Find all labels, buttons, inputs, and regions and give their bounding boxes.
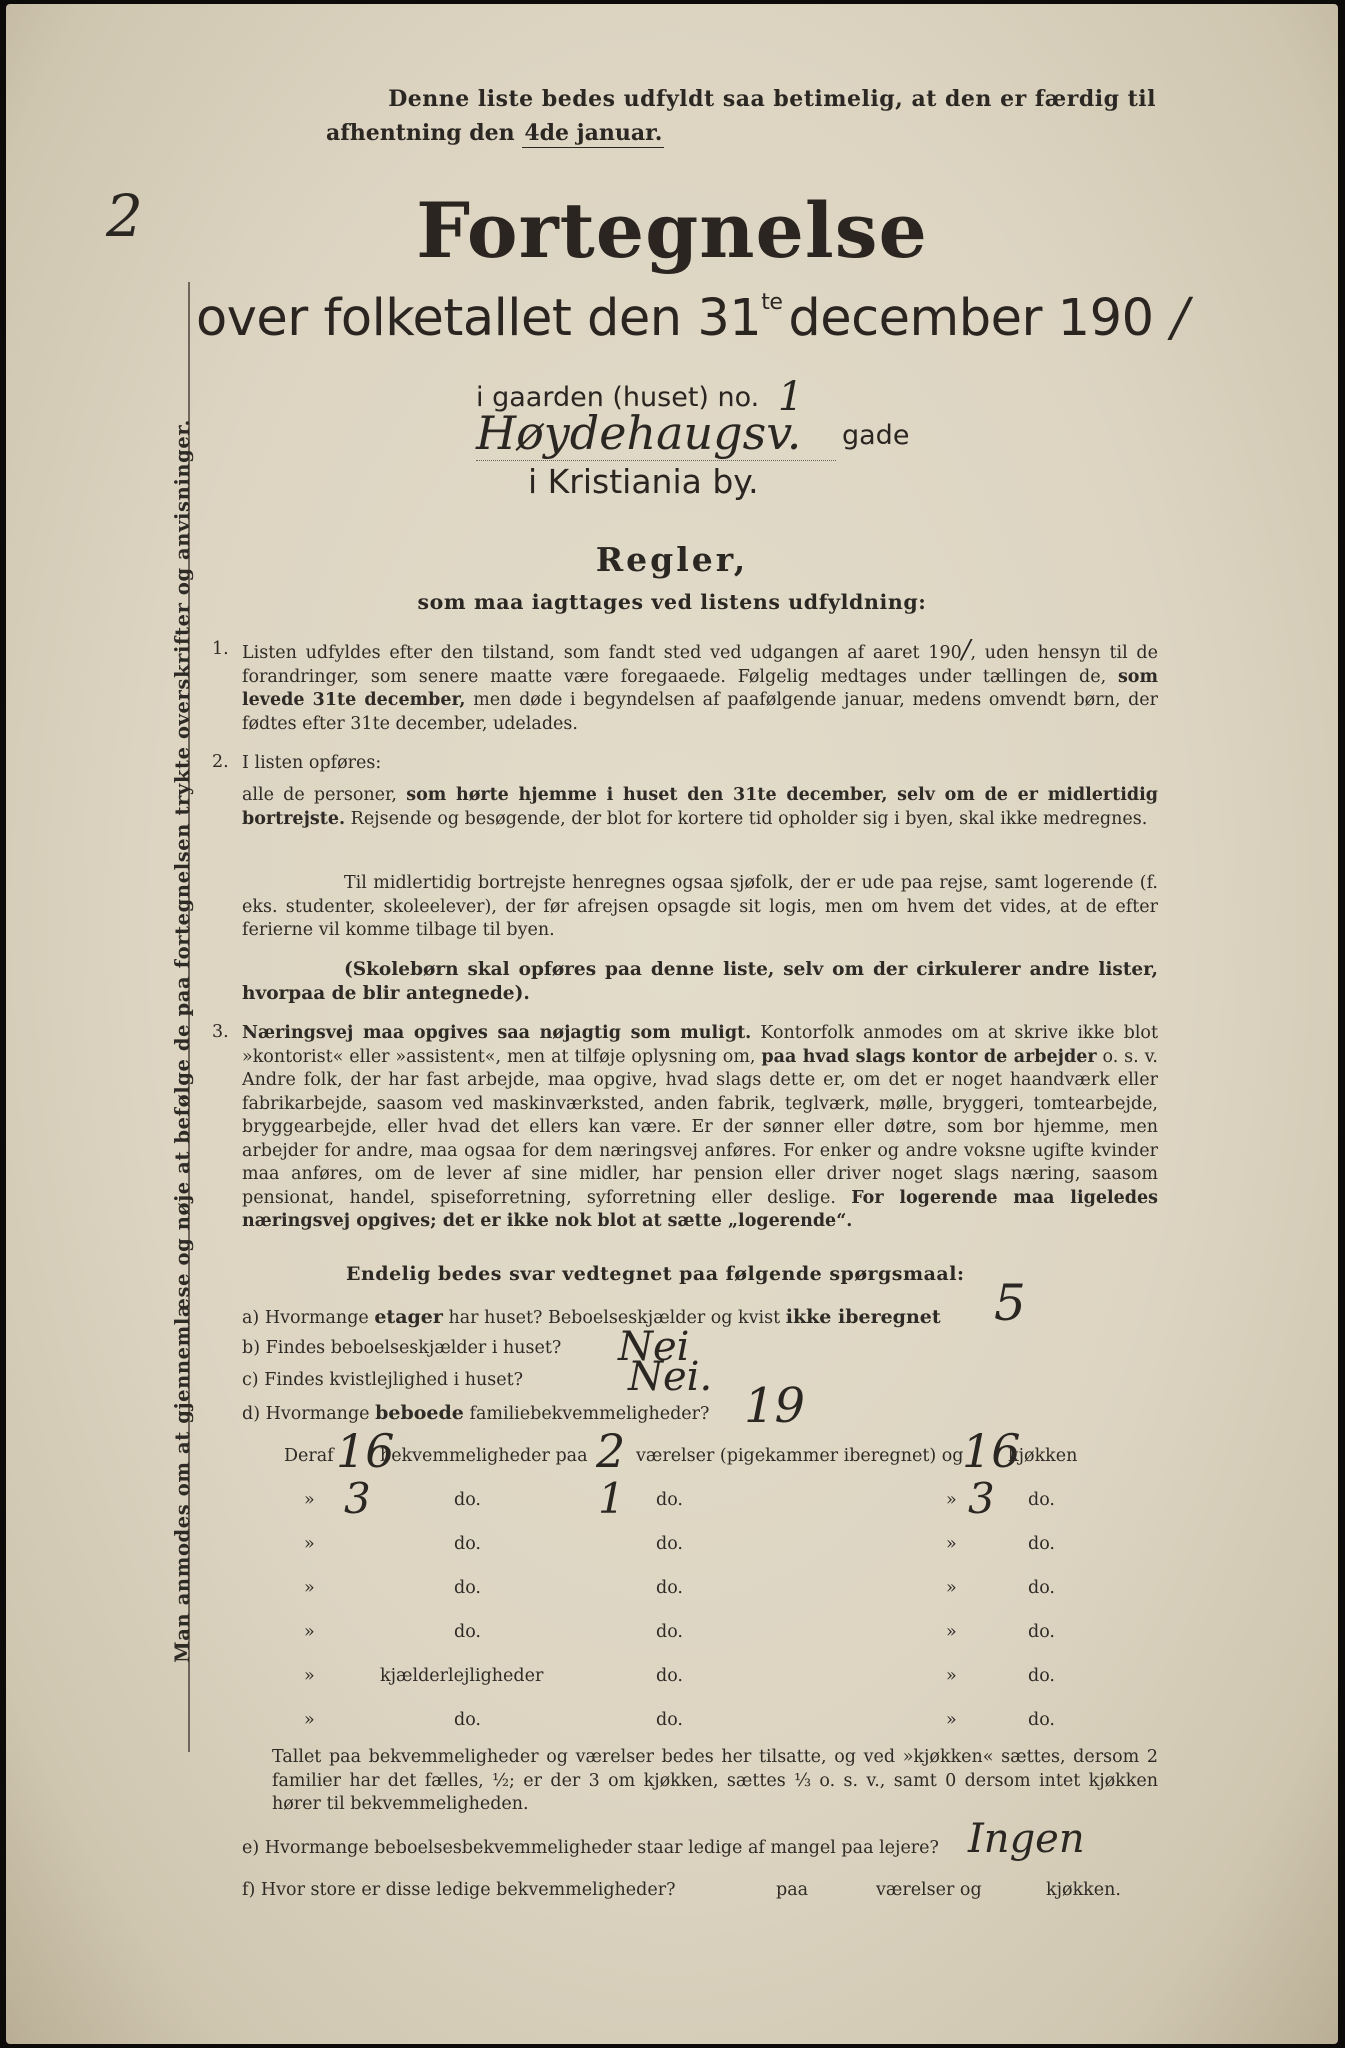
breakdown-row xyxy=(6,1710,1338,1740)
rule-2-paragraph-1 xyxy=(242,784,1158,831)
handwritten-page-number: 2 xyxy=(106,182,143,250)
rule-3-bold-2: paa hvad slags kontor de arbejder xyxy=(761,1046,1097,1067)
row-2-do-2: do. xyxy=(656,1490,683,1510)
gaarden-label: i gaarden (huset) no. xyxy=(476,382,760,413)
breakdown-row xyxy=(6,1622,1338,1652)
row-1-kjokken: kjøkken xyxy=(1008,1446,1078,1466)
row-4-quote-2: » xyxy=(946,1578,957,1598)
row-7-quote: » xyxy=(304,1710,315,1730)
question-d xyxy=(242,1402,709,1424)
row-2-rooms: 1 xyxy=(598,1474,625,1523)
answer-e: Ingen xyxy=(968,1816,1085,1862)
question-c-label: c) xyxy=(242,1370,259,1390)
row-1-bekv: bekvemmeligheder paa xyxy=(380,1446,588,1466)
row-3-do-3: do. xyxy=(1028,1534,1055,1554)
question-f-kjokken: kjøkken. xyxy=(1046,1880,1121,1900)
question-a-pre: Hvormange xyxy=(264,1308,369,1328)
row-5-do-3: do. xyxy=(1028,1622,1055,1642)
handwritten-street: Høydehaugsv. xyxy=(476,406,802,460)
subtitle-month: december 190 xyxy=(788,289,1154,348)
rule-1-year: / xyxy=(961,635,971,665)
rules-heading: Regler, xyxy=(595,540,749,579)
row-2-count: 3 xyxy=(344,1474,371,1523)
rule-3-part-a: Kontorfolk anmodes om at skrive ikke blot »kontorist« eller »assistent«, men at tilføje oplysning om, xyxy=(242,1023,1158,1067)
handwritten-house-number: 1 xyxy=(777,374,804,420)
intro-prefix: afhentning den xyxy=(326,120,515,146)
rule-1-part-c: men døde i begyndelsen af paafølgende januar, medens omvendt børn, der fødtes efter 31te december, udelades. xyxy=(242,690,1158,734)
rule-1-part-b: , uden hensyn til de forandringer, som senere maatte være foregaaede. Følgelig medtages under tællingen de, xyxy=(242,643,1158,687)
census-form-page xyxy=(6,4,1338,2044)
question-e-text: Hvormange beboelsesbekvemmeligheder staar ledige af mangel paa lejere? xyxy=(264,1838,939,1858)
row-2-do-3: do. xyxy=(1028,1490,1055,1510)
question-f-vaerelser: værelser og xyxy=(876,1880,982,1900)
row-2-quote: » xyxy=(304,1490,315,1510)
intro-line-2 xyxy=(326,116,1156,150)
question-a-label: a) xyxy=(242,1308,260,1328)
side-instruction-note: Man anmodes om at gjennemlæse og nøje at befølge de paa fortegnelsen trykte overskrifter og anvisninger. xyxy=(171,419,194,1663)
row-5-quote-2: » xyxy=(946,1622,957,1642)
tallet-note: Tallet paa bekvemmeligheder og værelser bedes her tilsatte, og ved »kjøkken« sættes, dersom 2 familier har det fælles, ½; er der 3 om kjøkken, sættes ⅓ o. s. v., samt 0 dersom intet kjøkken hører til bekvemmeligheden. xyxy=(272,1747,1158,1814)
rules-subheading: som maa iagttages ved listens udfyldning: xyxy=(417,590,927,614)
subtitle-text: over folketallet den 31 xyxy=(196,289,762,348)
row-5-do-2: do. xyxy=(656,1622,683,1642)
row-3-quote: » xyxy=(304,1534,315,1554)
form-title: Fortegnelse xyxy=(416,186,928,275)
question-d-bold: beboede xyxy=(375,1402,464,1424)
question-b xyxy=(242,1338,561,1358)
answer-b: Nei xyxy=(618,1324,690,1370)
question-a-bold: etager xyxy=(374,1306,443,1328)
question-f xyxy=(242,1880,675,1900)
rule-2-p1-a: alle de personer, xyxy=(242,785,398,805)
row-1-rooms: 2 xyxy=(596,1424,626,1478)
row-6-do-2: do. xyxy=(656,1666,683,1686)
question-e xyxy=(242,1838,939,1858)
question-a-bold-2: ikke iberegnet xyxy=(785,1306,941,1328)
rule-3-bold-3: For logerende maa ligeledes næringsvej opgives; det er ikke nok blot at sætte „logerende“. xyxy=(242,1187,1158,1231)
row-7-do-3: do. xyxy=(1028,1710,1055,1730)
row-5-quote: » xyxy=(304,1622,315,1642)
subtitle-sup: te xyxy=(761,290,783,315)
answer-a: 5 xyxy=(994,1274,1026,1332)
rule-3-number: 3. xyxy=(212,1022,229,1042)
rule-2-p1-b: Rejsende og besøgende, der blot for kortere tid opholder sig i byen, skal ikke medregnes. xyxy=(350,808,1148,829)
pickup-date: 4de januar. xyxy=(524,120,663,146)
row-1-count: 16 xyxy=(336,1424,395,1478)
rule-1-text xyxy=(242,635,1158,736)
answer-c: Nei. xyxy=(628,1354,713,1400)
question-c xyxy=(242,1370,523,1390)
row-6-quote-2: » xyxy=(946,1666,957,1686)
question-b-text: Findes beboelseskjælder i huset? xyxy=(265,1338,562,1358)
row-5-do-1: do. xyxy=(454,1622,481,1642)
gade-label: gade xyxy=(842,420,910,451)
row-7-do-1: do. xyxy=(454,1710,481,1730)
row-4-do-2: do. xyxy=(656,1578,683,1598)
question-f-paa: paa xyxy=(776,1880,809,1900)
row-3-do-1: do. xyxy=(454,1534,481,1554)
rule-2-intro: I listen opføres: xyxy=(242,753,382,773)
rule-2-number: 2. xyxy=(212,752,229,772)
rule-1-part-a: Listen udfyldes efter den tilstand, som fandt sted ved udgangen af aaret 190 xyxy=(242,643,962,663)
breakdown-row xyxy=(6,1534,1338,1564)
row-6-kjaelder: kjælderlejligheder xyxy=(380,1666,544,1686)
question-a xyxy=(242,1306,941,1328)
intro-line-1: Denne liste bedes udfyldt saa betimelig, at den er færdig til xyxy=(388,86,1156,112)
row-2-do-1: do. xyxy=(454,1490,481,1510)
row-3-quote-2: » xyxy=(946,1534,957,1554)
row-4-do-3: do. xyxy=(1028,1578,1055,1598)
row-1-kitchens: 16 xyxy=(962,1424,1021,1478)
rule-3-bold-1: Næringsvej maa opgives saa nøjagtig som muligt. xyxy=(242,1023,752,1043)
street-dotted-line xyxy=(476,460,836,461)
breakdown-row xyxy=(6,1666,1338,1696)
rule-3-text xyxy=(242,1022,1158,1234)
intro-notice xyxy=(326,82,1156,150)
rule-3-part-b: o. s. v. Andre folk, der har fast arbejde, maa opgive, hvad slags dette er, om det er noget haandværk eller fabrikarbejde, saasom ved maskinværksted, anden fabrik, teglværk, mølle, bryggeri, tomtearbejde, bryggearbejde, eller hvad det ellers kan være. Er der sønner eller døtre, som bor hjemme, men arbejder for andre, maa ogsaa for dem næringsvej anføres. For enker og andre voksne ugifte kvinder maa anføres, om de lever af sine midler, har pension eller driver noget slags næring, saasom pensionat, handel, spiseforretning, syforretning eller deslige. xyxy=(242,1046,1158,1208)
rule-1-number: 1. xyxy=(212,639,229,659)
question-d-label: d) xyxy=(242,1404,261,1424)
question-f-text: Hvor store er disse ledige bekvemmeligheder? xyxy=(260,1880,676,1900)
question-b-label: b) xyxy=(242,1338,261,1358)
city-line: i Kristiania by. xyxy=(528,462,759,501)
rule-2-paragraph-2: Til midlertidig bortrejste henregnes ogsaa sjøfolk, der er ude paa rejse, samt logerende (f. eks. studenter, skoleelever), der før afrejsen opsagde sit logis, men om hvem det vides, at de efter ferierne vil komme tilbage til byen. xyxy=(242,873,1158,940)
row-3-do-2: do. xyxy=(656,1534,683,1554)
questions-heading: Endelig bedes svar vedtegnet paa følgende spørgsmaal: xyxy=(346,1263,965,1285)
question-f-label: f) xyxy=(242,1880,256,1900)
question-c-text: Findes kvistlejlighed i huset? xyxy=(264,1370,524,1390)
question-d-post: familiebekvemmeligheder? xyxy=(469,1404,710,1424)
handwritten-year: / xyxy=(1171,288,1189,348)
breakdown-row xyxy=(6,1578,1338,1608)
question-a-mid: har huset? Beboelseskjælder og kvist xyxy=(448,1308,781,1328)
row-1-vaerelser: værelser (pigekammer iberegnet) og xyxy=(636,1446,964,1466)
rule-2-paragraph-3: (Skolebørn skal opføres paa denne liste, selv om der cirkulerer andre lister, hvorpaa de blir antegnede). xyxy=(242,959,1158,1004)
question-d-pre: Hvormange xyxy=(265,1404,370,1424)
row-6-quote: » xyxy=(304,1666,315,1686)
row-2-quote-2: » xyxy=(946,1490,957,1510)
question-e-label: e) xyxy=(242,1838,260,1858)
row-4-do-1: do. xyxy=(454,1578,481,1598)
form-subtitle xyxy=(196,288,1189,348)
row-4-quote: » xyxy=(304,1578,315,1598)
rule-1-bold: som levede 31te december, xyxy=(242,666,1158,710)
row-6-do-3: do. xyxy=(1028,1666,1055,1686)
answer-d: 19 xyxy=(744,1378,806,1434)
rule-2-p1-bold: som hørte hjemme i huset den 31te december, selv om de er midlertidig bortrejste. xyxy=(242,785,1158,829)
breakdown-row xyxy=(6,1424,1338,1478)
row-2-kitchens: 3 xyxy=(968,1474,995,1523)
breakdown-row xyxy=(6,1474,1338,1523)
row-7-do-2: do. xyxy=(656,1710,683,1730)
row-7-quote-2: » xyxy=(946,1710,957,1730)
deraf-label: Deraf xyxy=(284,1446,334,1466)
